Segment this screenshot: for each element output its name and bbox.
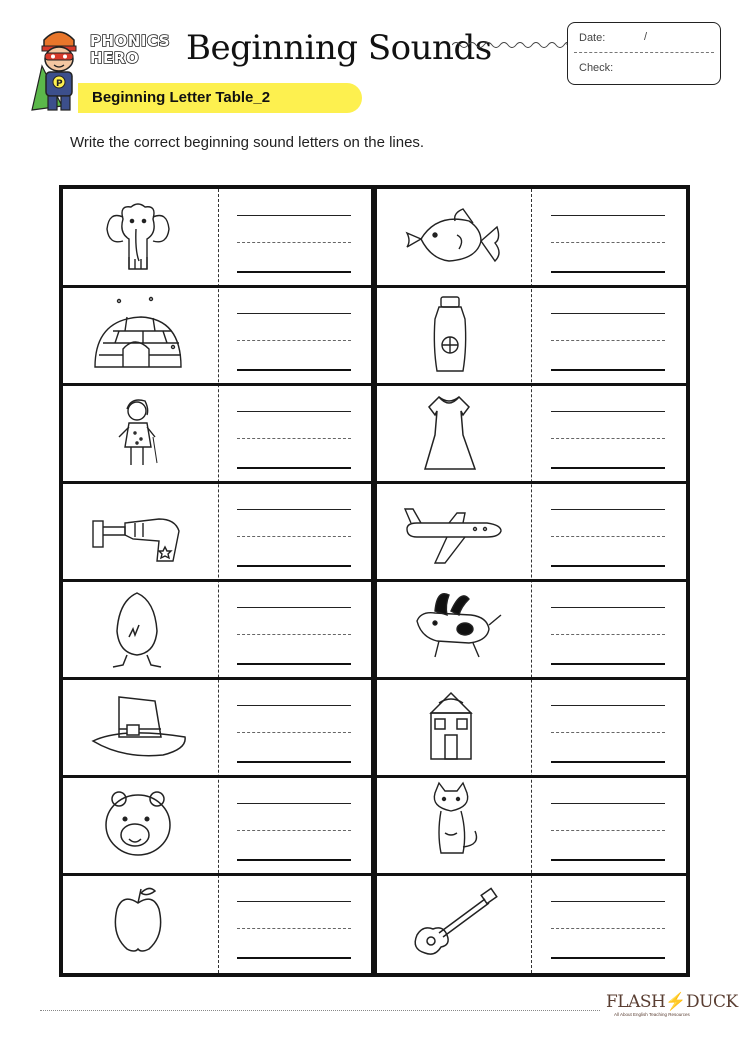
writing-lines[interactable] — [237, 411, 351, 469]
house-icon — [377, 679, 527, 775]
writing-lines[interactable] — [237, 509, 351, 567]
date-check-box — [567, 22, 721, 85]
writing-lines[interactable] — [551, 509, 665, 567]
igloo-icon — [63, 287, 213, 383]
instructions: Write the correct beginning sound letters on the lines. — [70, 134, 425, 151]
apple-icon — [63, 875, 213, 971]
logo-part-2: DUCK — [686, 992, 738, 1012]
lightning-icon: ⚡ — [665, 992, 687, 1012]
page-title: Beginning Sounds — [186, 28, 492, 68]
bear-icon — [63, 777, 213, 873]
subtitle-banner — [78, 83, 362, 113]
svg-text:P: P — [56, 79, 63, 89]
writing-lines[interactable] — [237, 705, 351, 763]
wavy-line-decoration — [452, 38, 567, 52]
fish-icon — [377, 189, 527, 285]
writing-lines[interactable] — [237, 215, 351, 273]
elephant-icon — [63, 189, 213, 285]
writing-lines[interactable] — [237, 901, 351, 959]
cat-icon — [377, 777, 527, 873]
egg-icon — [63, 581, 213, 677]
flashduck-logo — [606, 992, 738, 1022]
hat-icon — [63, 679, 213, 775]
writing-lines[interactable] — [551, 607, 665, 665]
dog-icon — [377, 581, 527, 677]
footer-dotted-line — [40, 1010, 600, 1011]
logo-tagline: All About English Teaching Resources — [614, 1012, 690, 1017]
plane-icon — [377, 483, 527, 579]
dress-icon — [377, 385, 527, 481]
check-label: Check: — [579, 62, 614, 74]
writing-lines[interactable] — [237, 313, 351, 371]
girl-icon — [63, 385, 213, 481]
logo-part-1: FLASH — [606, 992, 666, 1012]
phonics-hero-logo — [90, 30, 182, 74]
writing-lines[interactable] — [237, 803, 351, 861]
writing-lines[interactable] — [551, 411, 665, 469]
subtitle: Beginning Letter Table_2 — [92, 89, 271, 106]
brand-line-2: HERO — [90, 49, 140, 67]
writing-lines[interactable] — [551, 901, 665, 959]
writing-lines[interactable] — [551, 803, 665, 861]
writing-lines[interactable] — [551, 705, 665, 763]
writing-lines[interactable] — [551, 215, 665, 273]
guitar-icon — [377, 875, 527, 971]
writing-lines[interactable] — [551, 313, 665, 371]
writing-lines[interactable] — [237, 607, 351, 665]
brand-line-1: PHONICS — [90, 32, 171, 50]
yogurt-icon — [377, 287, 527, 383]
gun-icon — [63, 483, 213, 579]
date-separator: / — [644, 31, 648, 43]
date-label: Date: — [579, 32, 606, 44]
date-divider — [574, 52, 714, 53]
worksheet-table — [59, 185, 690, 977]
